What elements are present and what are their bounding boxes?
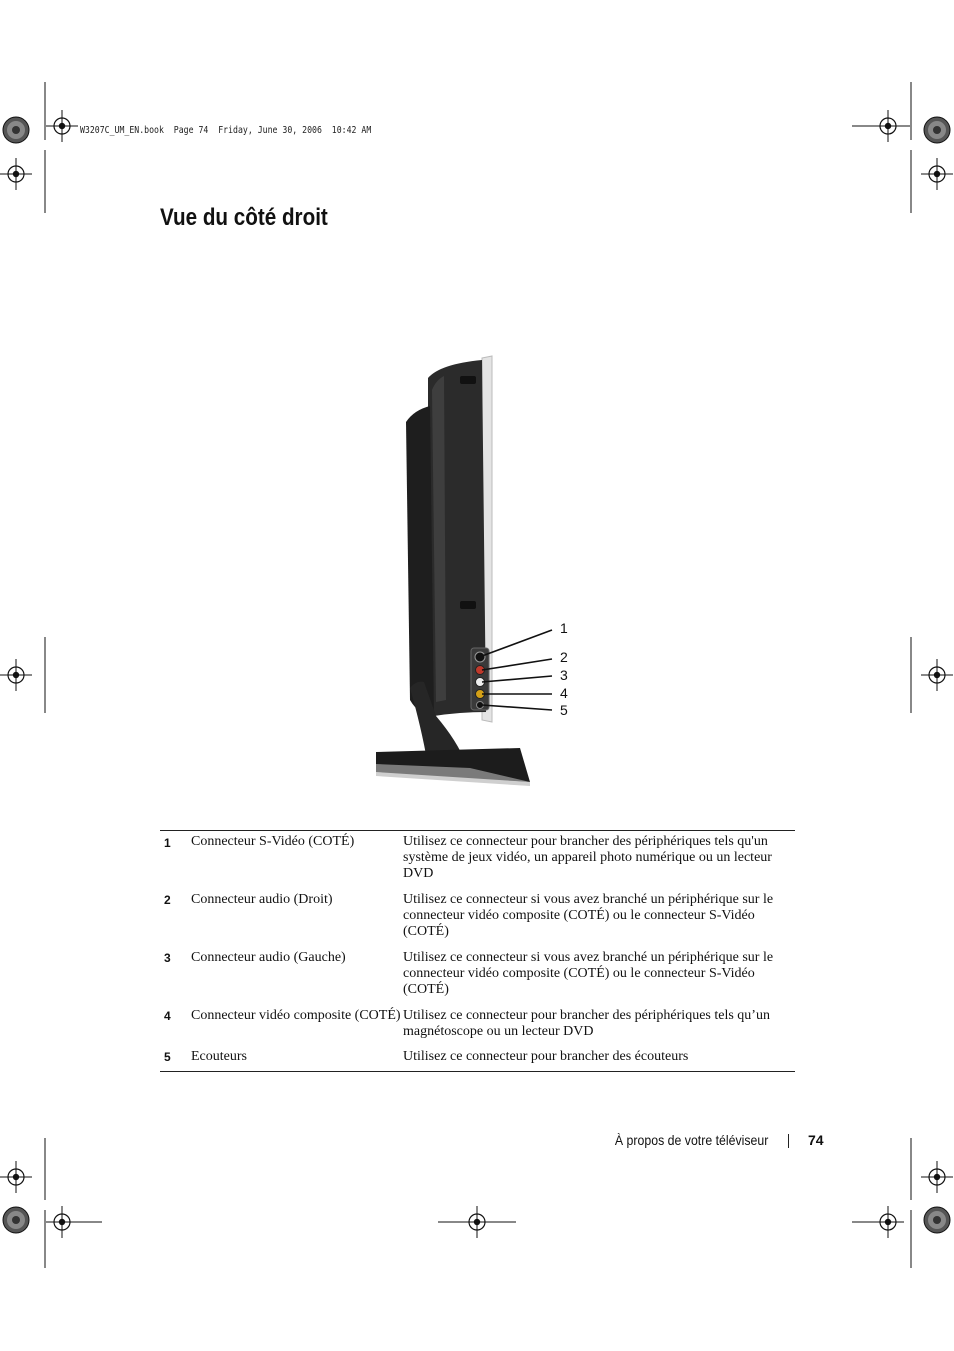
- tv-side-illustration: [370, 350, 590, 795]
- connector-name: Connecteur vidéo composite (COTÉ): [191, 1008, 401, 1023]
- s-video-connector: [475, 652, 485, 662]
- callout-3: 3: [560, 667, 568, 683]
- registration-mark-top-right: [852, 82, 953, 213]
- tv-side-view-figure: [370, 350, 590, 795]
- page-title: Vue du côté droit: [160, 204, 328, 231]
- row-number: 2: [164, 893, 171, 907]
- footer-divider: [788, 1134, 789, 1148]
- connector-name: Connecteur audio (Gauche): [191, 950, 346, 965]
- table-row: [160, 892, 795, 950]
- connector-description: Utilisez ce connecteur pour brancher des écouteurs: [403, 1049, 689, 1064]
- callout-2: 2: [560, 649, 568, 665]
- registration-mark-bottom-left: [0, 1138, 102, 1268]
- connector-table: [160, 830, 795, 1072]
- registration-mark-bottom-right: [852, 1138, 953, 1268]
- callout-1: 1: [560, 620, 568, 636]
- connector-description: Utilisez ce connecteur pour brancher des périphériques tels qu’un magnétoscope ou un lecteur DVD: [403, 1008, 770, 1039]
- callout-4: 4: [560, 685, 568, 701]
- connector-name: Connecteur S-Vidéo (COTÉ): [191, 834, 355, 849]
- row-number: 5: [164, 1050, 171, 1064]
- callout-5: 5: [560, 702, 568, 718]
- table-row: [160, 1049, 795, 1072]
- registration-mark-mid-left: [0, 637, 45, 713]
- connector-description: Utilisez ce connecteur si vous avez branché un périphérique sur le connecteur vidéo composite (COTÉ) ou le connecteur S-Vidéo (COTÉ): [403, 892, 774, 939]
- table-row: [160, 831, 795, 893]
- connector-name: Ecouteurs: [191, 1049, 247, 1064]
- connector-description: Utilisez ce connecteur si vous avez branché un périphérique sur le connecteur vidéo composite (COTÉ) ou le connecteur S-Vidéo (COTÉ): [403, 950, 774, 997]
- row-number: 4: [164, 1009, 171, 1023]
- registration-mark-bottom-center: [438, 1206, 516, 1238]
- connector-name: Connecteur audio (Droit): [191, 892, 333, 907]
- registration-mark-top-left: [0, 82, 78, 213]
- footer-section-title: À propos de votre téléviseur: [614, 1132, 768, 1148]
- connector-description: Utilisez ce connecteur pour brancher des périphériques tels qu'un système de jeux vidéo, un appareil photo numérique ou un lecteur DVD: [403, 834, 772, 881]
- row-number: 3: [164, 951, 171, 965]
- table-row: [160, 1008, 795, 1049]
- print-header: W3207C_UM_EN.book Page 74 Friday, June 30, 2006 10:42 AM: [80, 125, 372, 136]
- table-row: [160, 950, 795, 1008]
- row-number: 1: [164, 836, 171, 850]
- page-number: 74: [808, 1132, 824, 1148]
- registration-mark-mid-right: [911, 637, 953, 713]
